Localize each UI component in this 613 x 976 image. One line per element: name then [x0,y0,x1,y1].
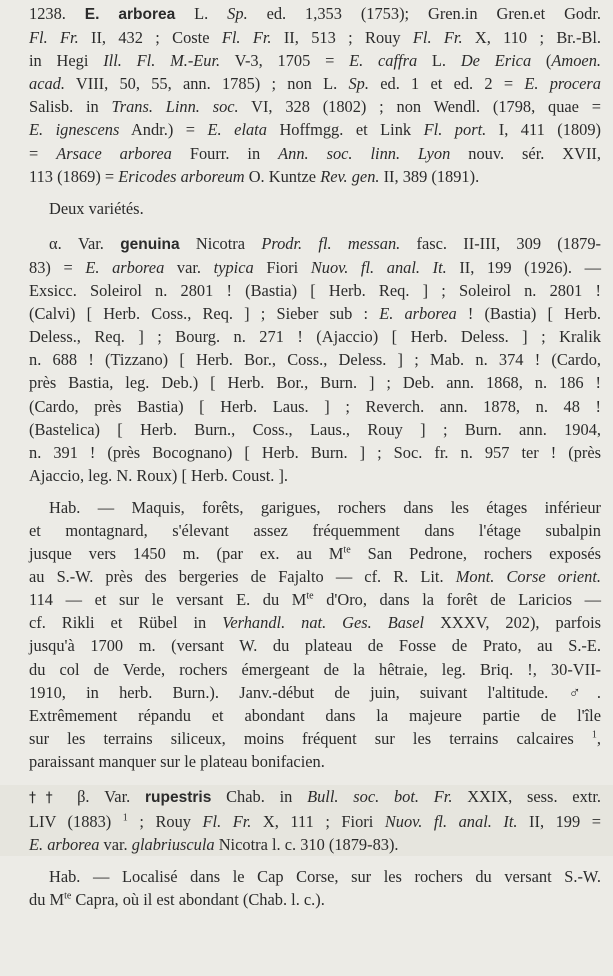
entry-line: Salisb. in Trans. Linn. soc. VI, 328 (1802) ; non Wendl. (1798, quae = [29,97,601,117]
hab-line: Hab. — Maquis, forêts, garigues, rochers dans les étages inférieur [49,497,601,517]
hab-line: jusque vers 1450 m. (par ex. au $M^{te}$ San Pedrone, rochers exposés [29,544,601,564]
hab-line: au S.-W. près des bergeries de Fajalto — cf. R. Lit. Mont. Corse orient. [29,567,601,587]
entry-line: Fl. Fr. II, 432 ; Coste Fl. Fr. II, 513 ; Rouy Fl. Fr. X, 110 ; Br.-Bl. [29,28,601,48]
exsicc-line: (Calvi) [ Herb. Coss., Req. ] ; Sieber sub : E. arborea ! (Bastia) [ Herb. [29,304,601,324]
var-beta-line: †† β. Var. rupestris Chab. in Bull. soc. bot. Fr. XXIX, sess. extr. [29,787,601,806]
entry-line: 1238. E. arborea L. Sp. ed. 1,353 (1753); Gren.in Gren.et Godr. [29,4,601,23]
entry-line: = Arsace arborea Fourr. in Ann. soc. linn. Lyon nouv. sér. XVII, [29,143,601,163]
hab-line: paraissant manquer sur le plateau bonifacien. [29,751,325,771]
hab-line: et montagnard, s'élevant assez fréquemment dans l'étage subalpin [29,520,601,540]
exsicc-line: Ajaccio, leg. N. Roux) [ Herb. Coust. ]. [29,465,289,485]
exsicc-line: près Bastia, leg. Deb.) [ Herb. Bor., Burn. ] ; Deb. ann. 1868, n. 186 ! [29,373,601,393]
exsicc-line: Exsicc. Soleirol n. 2801 ! (Bastia) [ Herb. Req. ] ; Soleirol n. 2801 ! [29,281,601,301]
hab-line: 1910, in herb. Burn.). Janv.-début de juin, suivant l'altitude. ♂. [29,682,601,702]
hab-line: Hab. — Localisé dans le Cap Corse, sur les rochers du versant S.-W. [49,867,601,887]
hab-line: du $M^{te}$ Capra, où il est abondant (Chab. l. c.). [29,890,325,910]
entry-line: in Hegi Ill. Fl. M.-Eur. V-3, 1705 = E. caffra L. De Erica (Amoen. [29,51,602,71]
var-alpha-header [29,232,601,487]
species-entry [29,2,601,188]
entry-line: acad. VIII, 50, 55, ann. 1785) ; non L. Sp. ed. 1 et ed. 2 = E. procera [29,74,601,94]
var-beta-header [0,785,613,856]
exsicc-line: n. 391 ! (près Bocognano) [ Herb. Burn. ] ; Soc. fr. n. 957 ter ! (près [29,442,601,462]
var-alpha-habitat [29,496,601,773]
var-beta-habitat [29,865,601,911]
double-dagger-icon: †† [29,790,63,806]
exsicc-line: (Cardo, près Bastia) [ Herb. Laus. ] ; Reverch. ann. 1878, n. 48 ! [29,396,601,416]
var-beta-line: E. arborea var. glabriuscula Nicotra l. c. 310 (1879-83). [29,835,399,855]
hab-line: cf. Rikli et Rübel in Verhandl. nat. Ges. Basel XXXV, 202), parfois [29,613,602,633]
exsicc-line: n. 688 ! (Tizzano) [ Herb. Bor., Coss., Deless. ] ; Mab. n. 374 ! (Cardo, [29,350,601,370]
varieties-note: Deux variétés. [49,198,144,218]
entry-line: 113 (1869) = Ericodes arboreum O. Kuntze Rev. gen. II, 389 (1891). [29,166,480,186]
hab-line: Extrêmement répandu et abondant dans la majeure partie de l'île [29,705,601,725]
var-alpha-line: 83) = E. arborea var. typica Fiori Nuov. fl. anal. It. II, 199 (1926). — [29,257,601,277]
var-alpha-line: α. Var. genuina Nicotra Prodr. fl. messan. fasc. II-III, 309 (1879- [49,233,601,253]
var-beta-line: LIV (1883) $^1$ ; Rouy Fl. Fr. X, 111 ; Fiori Nuov. fl. anal. It. II, 199 = [29,812,601,832]
hab-line: 114 — et sur le versant E. du $M^{te}$ d'Oro, dans la forêt de Laricios — [29,590,601,610]
exsicc-line: Deless., Req. ] ; Bourg. n. 271 ! (Ajaccio) [ Herb. Deless. ] ; Kralik [29,327,601,347]
exsicc-line: (Bastelica) [ Herb. Burn., Coss., Laus., Rouy ] ; Burn. ann. 1904, [29,419,601,439]
hab-line: sur les terrains siliceux, moins fréquent sur les terrains calcaires $^1$, [29,728,601,748]
hab-line: jusqu'à 1700 m. (versant W. du plateau de Fosse de Prato, au S.-E. [29,636,601,656]
entry-line: E. ignescens Andr.) = E. elata Hoffmgg. et Link Fl. port. I, 411 (1809) [29,120,601,140]
hab-line: du col de Verde, rochers émergeant de la hêtraie, leg. Briq. !, 30-VII- [29,659,601,679]
